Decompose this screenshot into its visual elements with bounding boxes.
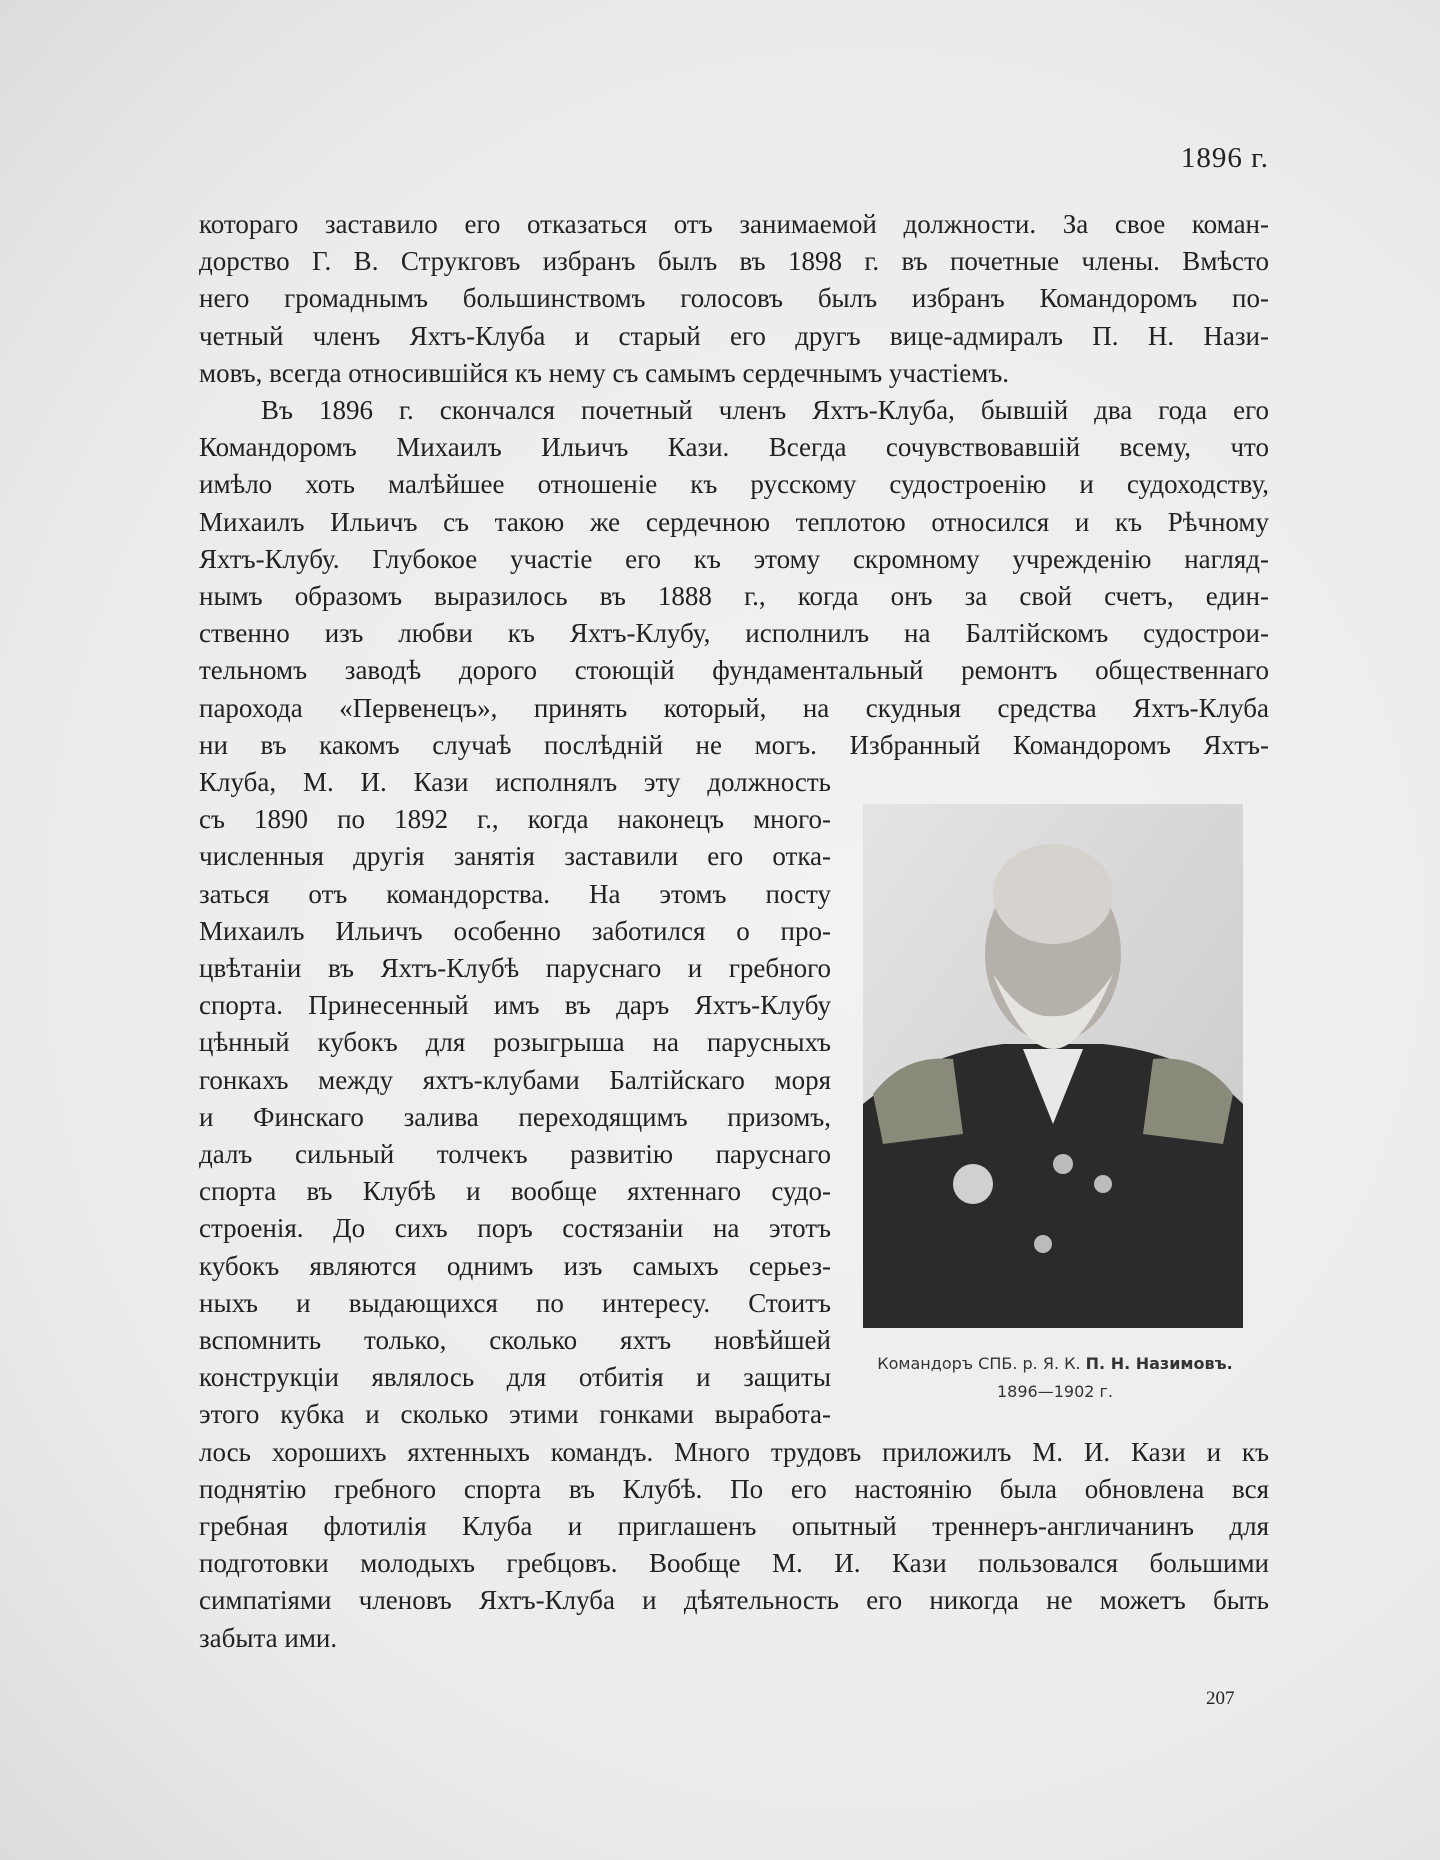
text-line: цвѣтаніи въ Яхтъ-Клубѣ паруснаго и гребного [199, 953, 831, 983]
text-line: гонкахъ между яхтъ-клубами Балтійскаго моря [199, 1064, 831, 1095]
text-line: ственно изъ любви къ Яхтъ-Клубу, исполнилъ на Балтійскомъ судострои- [199, 618, 1269, 649]
portrait-image [863, 804, 1243, 1328]
text-line: поднятію гребного спорта въ Клубѣ. По его настоянію была обновлена вся [199, 1473, 1269, 1504]
text-line: заться отъ командорства. На этомъ посту [199, 878, 831, 909]
text-line: и Финскаго залива переходящимъ призомъ, [199, 1101, 831, 1132]
text-line: Михаилъ Ильичъ съ такою же сердечною теплотою относился и къ Рѣчному [199, 506, 1269, 537]
text-line: кубокъ являются однимъ изъ самыхъ серьез- [199, 1250, 831, 1281]
text-line: этого кубка и сколько этими гонками выработа- [199, 1399, 831, 1430]
text-line: четный членъ Яхтъ-Клуба и старый его другъ вице-адмиралъ П. Н. Нази- [199, 320, 1269, 351]
text-line: него громаднымъ большинствомъ голосовъ былъ избранъ Командоромъ по- [199, 283, 1269, 314]
text-line: ныхъ и выдающихся по интересу. Стоитъ [199, 1287, 831, 1318]
running-header-year: 1896 г. [1180, 142, 1269, 174]
text-line: далъ сильный толчекъ развитію паруснаго [199, 1139, 831, 1169]
text-line: численныя другія занятія заставили его отка- [199, 841, 831, 872]
text-line: конструкціи являлось для отбитія и защиты [199, 1362, 831, 1393]
caption-name: П. Н. Назимовъ. [1085, 1354, 1233, 1373]
text-line: Командоромъ Михаилъ Ильичъ Кази. Всегда сочувствовавшій всему, что [199, 432, 1269, 463]
text-line: тельномъ заводѣ дорого стоющій фундаментальный ремонтъ общественнаго [199, 655, 1269, 686]
text-line: гребная флотилія Клуба и приглашенъ опытный треннеръ-англичанинъ для [199, 1511, 1269, 1541]
text-line: спорта въ Клубѣ и вообще яхтеннаго судо- [199, 1176, 831, 1207]
text-line: Въ 1896 г. скончался почетный членъ Яхтъ-Клуба, бывшій два года его [261, 395, 1269, 425]
text-line: котораго заставило его отказаться отъ занимаемой должности. За свое коман- [199, 209, 1269, 239]
text-line: лось хорошихъ яхтенныхъ командъ. Много трудовъ приложилъ М. И. Кази и къ [199, 1436, 1269, 1467]
text-line: спорта. Принесенный имъ въ даръ Яхтъ-Клубу [199, 990, 831, 1021]
portrait-photo [863, 804, 1243, 1328]
text-line: цѣнный кубокъ для розыгрыша на парусныхъ [199, 1027, 831, 1058]
text-line: нымъ образомъ выразилось въ 1888 г., когда онъ за свой счетъ, един- [199, 581, 1269, 611]
text-line: Яхтъ-Клубу. Глубокое участіе его къ этому скромному учрежденію нагляд- [199, 543, 1269, 574]
text-line: симпатіями членовъ Яхтъ-Клуба и дѣятельность его никогда не можетъ быть [199, 1585, 1269, 1616]
text-line: парохода «Первенецъ», принять который, на скудныя средства Яхтъ-Клуба [199, 692, 1269, 723]
text-line: мовъ, всегда относившійся къ нему съ самымъ сердечнымъ участіемъ. [199, 357, 1010, 388]
page-number: 207 [1206, 1688, 1235, 1709]
text-line: ни въ какомъ случаѣ послѣдній не могъ. Избранный Командоромъ Яхтъ- [199, 729, 1269, 760]
text-line: имѣло хоть малѣйшее отношеніе къ русскому судостроенію и судоходству, [199, 469, 1269, 500]
text-line: вспомнить только, сколько яхтъ новѣйшей [199, 1325, 831, 1355]
text-line: дорство Г. В. Струкговъ избранъ былъ въ 1898 г. въ почетные члены. Вмѣсто [199, 246, 1269, 277]
text-line: строенія. До сихъ поръ состязаніи на этотъ [199, 1213, 831, 1244]
text-line: съ 1890 по 1892 г., когда наконецъ много- [199, 804, 831, 835]
text-line: подготовки молодыхъ гребцовъ. Вообще М. И. Кази пользовался большими [199, 1548, 1269, 1579]
text-line: Михаилъ Ильичъ особенно заботился о про- [199, 915, 831, 946]
photo-caption [845, 1350, 1265, 1406]
caption-years: 1896—1902 г. [996, 1382, 1113, 1401]
caption-prefix: Командоръ СПБ. р. Я. К. [877, 1354, 1081, 1373]
text-line: Клуба, М. И. Кази исполнялъ эту должность [199, 767, 831, 797]
text-line: забыта ими. [199, 1622, 338, 1653]
